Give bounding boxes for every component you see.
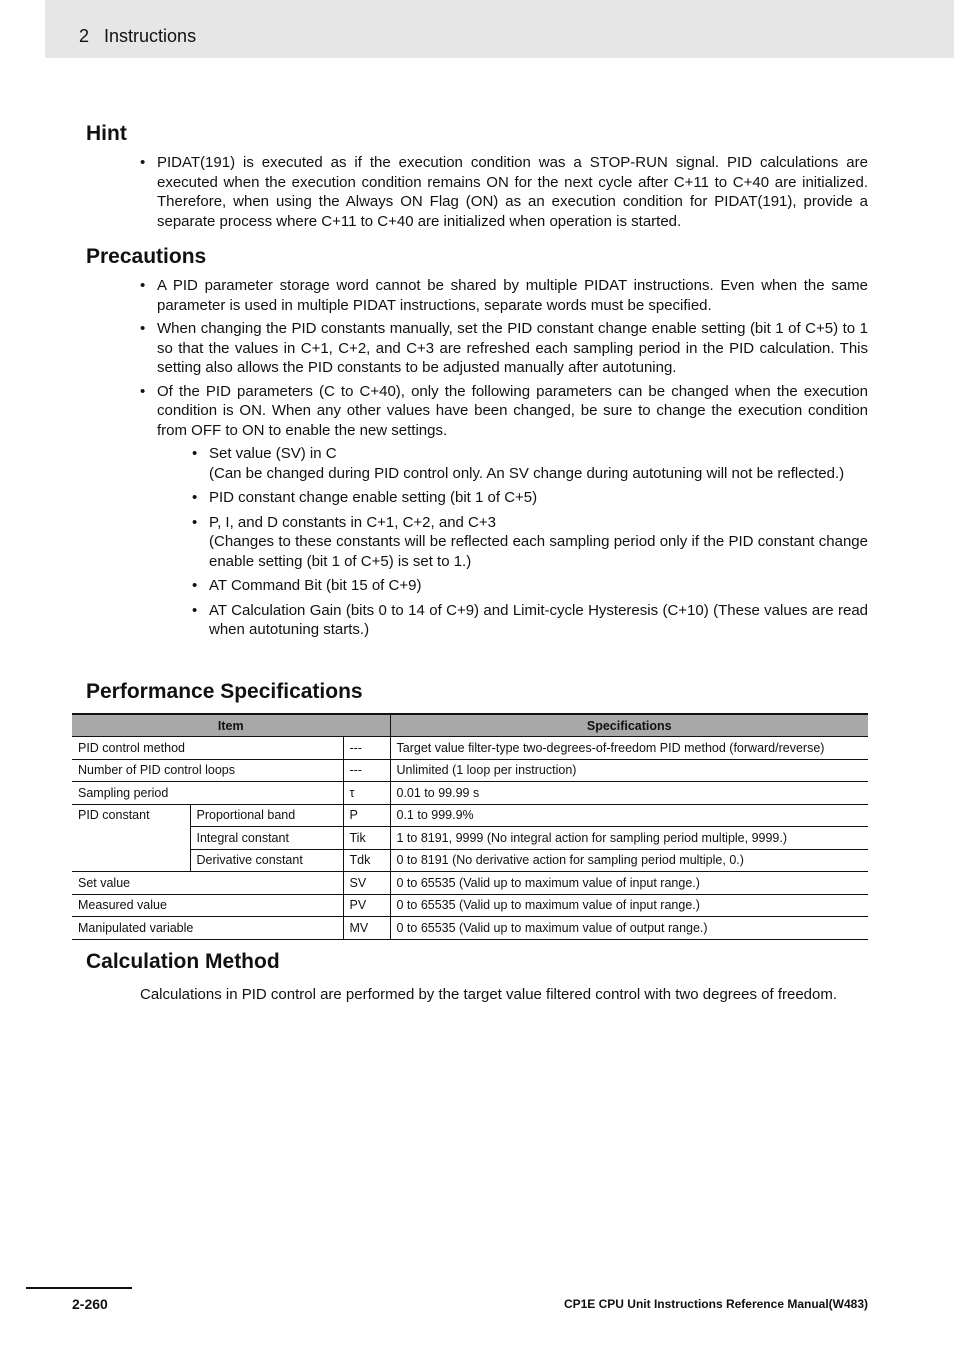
cell-subitem: Integral constant [190,827,343,850]
cell-subitem: Proportional band [190,804,343,827]
performance-spec-table [72,713,868,940]
list-item [192,444,868,483]
list-item [192,576,868,596]
bullet-icon: • [192,445,198,462]
precaution-text: Of the PID parameters (C to C+40), only the following parameters can be changed when the execution condition is ON. When any other values have been changed, be sure to change the execution condition from OFF to ON to enable the new settings. [157,382,868,439]
table-row [72,872,868,895]
cell-subitem: Derivative constant [190,849,343,872]
list-item [140,382,868,640]
page-number: 2-260 [72,1296,108,1312]
cell-spec: 0 to 65535 (Valid up to maximum value of input range.) [390,894,868,917]
footer-rule [26,1287,132,1289]
table-header-row [72,714,868,737]
cell-spec: 0 to 65535 (Valid up to maximum value of input range.) [390,872,868,895]
cell-symbol: P [343,804,390,827]
hint-item-text: PIDAT(191) is executed as if the execution condition was a STOP-RUN signal. PID calculations are executed when the execution condition remains ON for the next cycle after C+11 to C+40 are initialized. Therefore, when using the Always ON Flag (ON) as an execution condition for PIDAT(191), provide a separate process where C+11 to C+40 are initialized when operation is started. [157,154,868,230]
cell-symbol: SV [343,872,390,895]
bullet-icon: • [140,320,146,337]
table-row [72,737,868,760]
precautions-heading: Precautions [86,245,207,268]
sub-item-text: PID constant change enable setting (bit 1 of C+5) [209,489,538,506]
cell-spec: Unlimited (1 loop per instruction) [390,759,868,782]
cell-symbol: PV [343,894,390,917]
cell-spec: 0.01 to 99.99 s [390,782,868,805]
precautions-list [140,276,868,645]
list-item [192,513,868,572]
chapter-header [79,26,196,47]
bullet-icon: • [192,601,198,619]
bullet-icon: • [192,577,198,594]
hint-heading: Hint [86,122,127,145]
table-row [72,849,868,872]
cell-spec: 1 to 8191, 9999 (No integral action for sampling period multiple, 9999.) [390,827,868,850]
bullet-icon: • [140,154,146,171]
chapter-title: Instructions [104,26,197,46]
table-row [72,894,868,917]
cell-item: Set value [72,872,343,895]
sub-item-note: (Can be changed during PID control only. An SV change during autotuning will not be reflected.) [209,464,845,482]
bullet-icon: • [192,513,198,531]
table-row [72,804,868,827]
cell-symbol: --- [343,737,390,760]
calculation-text: Calculations in PID control are performed by the target value filtered control with two degrees of freedom. [140,986,838,1003]
cell-item: Sampling period [72,782,343,805]
cell-item: PID constant [72,804,190,872]
changeable-parameters-list [157,444,868,640]
column-header-specifications: Specifications [390,714,868,737]
hint-list [140,153,868,235]
list-item [140,276,868,315]
list-item [192,488,868,508]
bullet-icon: • [192,489,198,506]
chapter-number: 2 [79,26,90,46]
bullet-icon: • [140,382,146,400]
cell-symbol: τ [343,782,390,805]
precaution-text: A PID parameter storage word cannot be shared by multiple PIDAT instructions. Even when the same parameter is used in multiple PIDAT instructions, separate words must be specified. [157,277,868,314]
sub-item-text: AT Calculation Gain (bits 0 to 14 of C+9) and Limit-cycle Hysteresis (C+10) (These values are read when autotuning starts.) [209,601,868,638]
column-header-item: Item [72,714,390,737]
cell-spec: 0 to 8191 (No derivative action for sampling period multiple, 0.) [390,849,868,872]
performance-heading: Performance Specifications [86,680,363,703]
cell-item: PID control method [72,737,343,760]
cell-item: Measured value [72,894,343,917]
table-row [72,759,868,782]
precaution-text: When changing the PID constants manually, set the PID constant change enable setting (bit 1 of C+5) to 1 so that the values in C+1, C+2, and C+3 are refreshed each sampling period in the PID calculation. This setting also allows the PID constants to be adjusted manually after autotuning. [157,320,868,376]
cell-symbol: Tdk [343,849,390,872]
sub-item-text: P, I, and D constants in C+1, C+2, and C+3 [209,513,496,531]
cell-symbol: Tik [343,827,390,850]
sub-item-text: Set value (SV) in C [209,445,337,462]
sub-item-note: (Changes to these constants will be reflected each sampling period only if the PID constant change enable setting (bit 1 of C+5) is set to 1.) [209,533,868,570]
table-row [72,917,868,940]
bullet-icon: • [140,277,146,294]
calculation-heading: Calculation Method [86,950,280,973]
list-item [140,319,868,378]
cell-item: Number of PID control loops [72,759,343,782]
cell-spec: 0.1 to 999.9% [390,804,868,827]
list-item [140,153,868,231]
cell-spec: Target value filter-type two-degrees-of-freedom PID method (forward/reverse) [390,737,868,760]
table-row [72,782,868,805]
sub-item-text: AT Command Bit (bit 15 of C+9) [209,577,422,594]
list-item [192,601,868,640]
manual-title: CP1E CPU Unit Instructions Reference Manual(W483) [563,1297,868,1311]
cell-symbol: MV [343,917,390,940]
cell-symbol: --- [343,759,390,782]
table-row [72,827,868,850]
cell-item: Manipulated variable [72,917,343,940]
cell-spec: 0 to 65535 (Valid up to maximum value of output range.) [390,917,868,940]
